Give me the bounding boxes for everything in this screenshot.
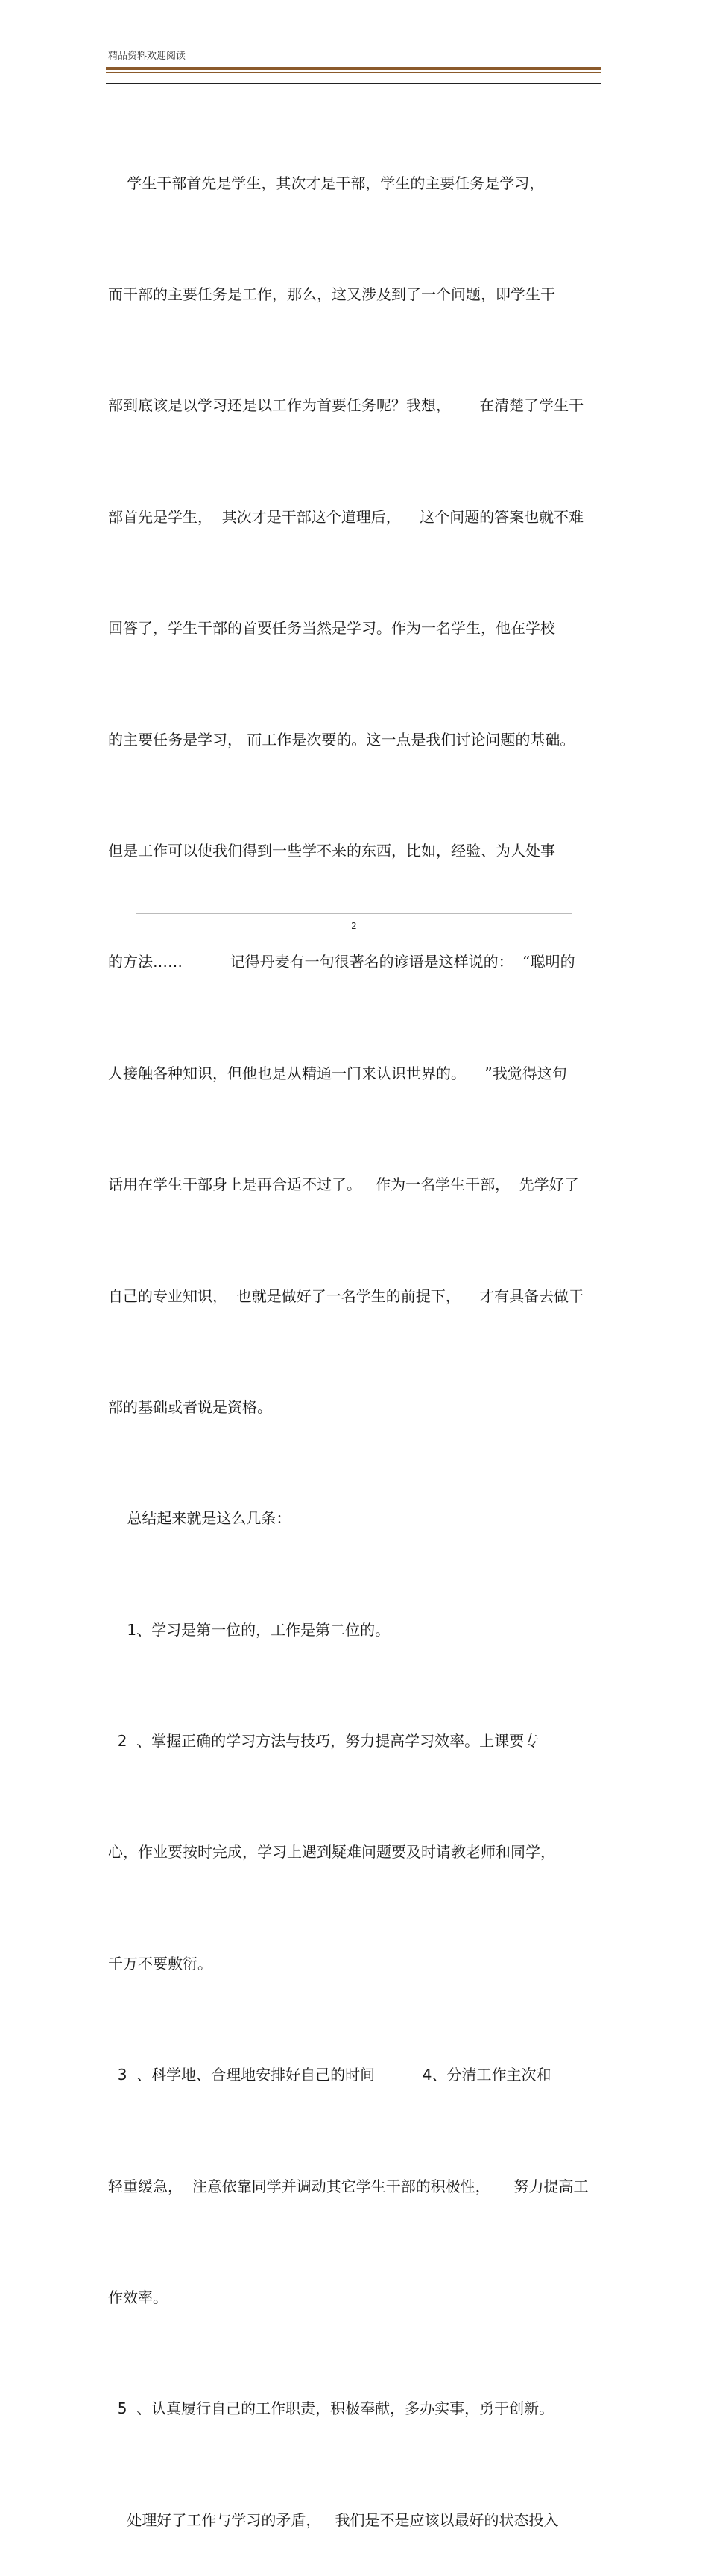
text-line: 人接触各种知识，但他也是从精通一门来认识世界的。 ”我觉得这句	[108, 1064, 567, 1082]
text-line: 部首先是学生， 其次才是干部这个道理后， 这个问题的答案也就不难	[108, 507, 584, 526]
text-line: 3 、科学地、合理地安排好自己的时间 4、分清工作主次和	[108, 2066, 551, 2084]
header-rule-thick	[106, 67, 601, 70]
text-line: 千万不要敷衍。	[108, 1954, 212, 1973]
text-line: 心，作业要按时完成，学习上遇到疑难问题要及时请教老师和同学，	[108, 1843, 555, 1862]
header-rule-black	[106, 83, 601, 84]
text-line: 的主要任务是学习， 而工作是次要的。这一点是我们讨论问题的基础。	[108, 730, 575, 749]
text-line: 而干部的主要任务是工作，那么，这又涉及到了一个问题，即学生干	[108, 285, 555, 303]
text-line: 部到底该是以学习还是以工作为首要任务呢？我想， 在清楚了学生干	[108, 396, 584, 415]
text-line: 话用在学生干部身上是再合适不过了。 作为一名学生干部， 先学好了	[108, 1176, 579, 1194]
text-line: 1、学习是第一位的，工作是第二位的。	[108, 1620, 391, 1639]
text-line: 但是工作可以使我们得到一些学不来的东西，比如，经验、为人处事	[108, 841, 555, 860]
text-line: 总结起来就是这么几条：	[108, 1509, 291, 1528]
text-line: 自己的专业知识， 也就是做好了一名学生的前提下， 才有具备去做干	[108, 1287, 584, 1305]
document-body	[108, 91, 607, 2576]
text-line: 学生干部首先是学生，其次才是干部，学生的主要任务是学习，	[108, 174, 545, 192]
text-line: 2 、掌握正确的学习方法与技巧，努力提高学习效率。上课要专	[108, 1732, 540, 1751]
text-line: 5 、认真履行自己的工作职责，积极奉献，多办实事，勇于创新。	[108, 2399, 554, 2418]
page-number: 2	[351, 921, 357, 931]
text-line: 的方法…… 记得丹麦有一句很著名的谚语是这样说的： “聪明的	[108, 953, 575, 971]
text-line: 处理好了工作与学习的矛盾， 我们是不是应该以最好的状态投入	[108, 2510, 559, 2529]
header-title: 精品资料欢迎阅读	[108, 51, 186, 62]
text-line: 部的基础或者说是资格。	[108, 1398, 272, 1416]
text-line: 轻重缓急， 注意依靠同学并调动其它学生干部的积极性， 努力提高工	[108, 2177, 589, 2195]
text-line: 回答了，学生干部的首要任务当然是学习。作为一名学生，他在学校	[108, 619, 555, 638]
footer-rule	[136, 913, 572, 914]
text-line: 作效率。	[108, 2288, 168, 2307]
header-rule-thin	[106, 72, 601, 73]
